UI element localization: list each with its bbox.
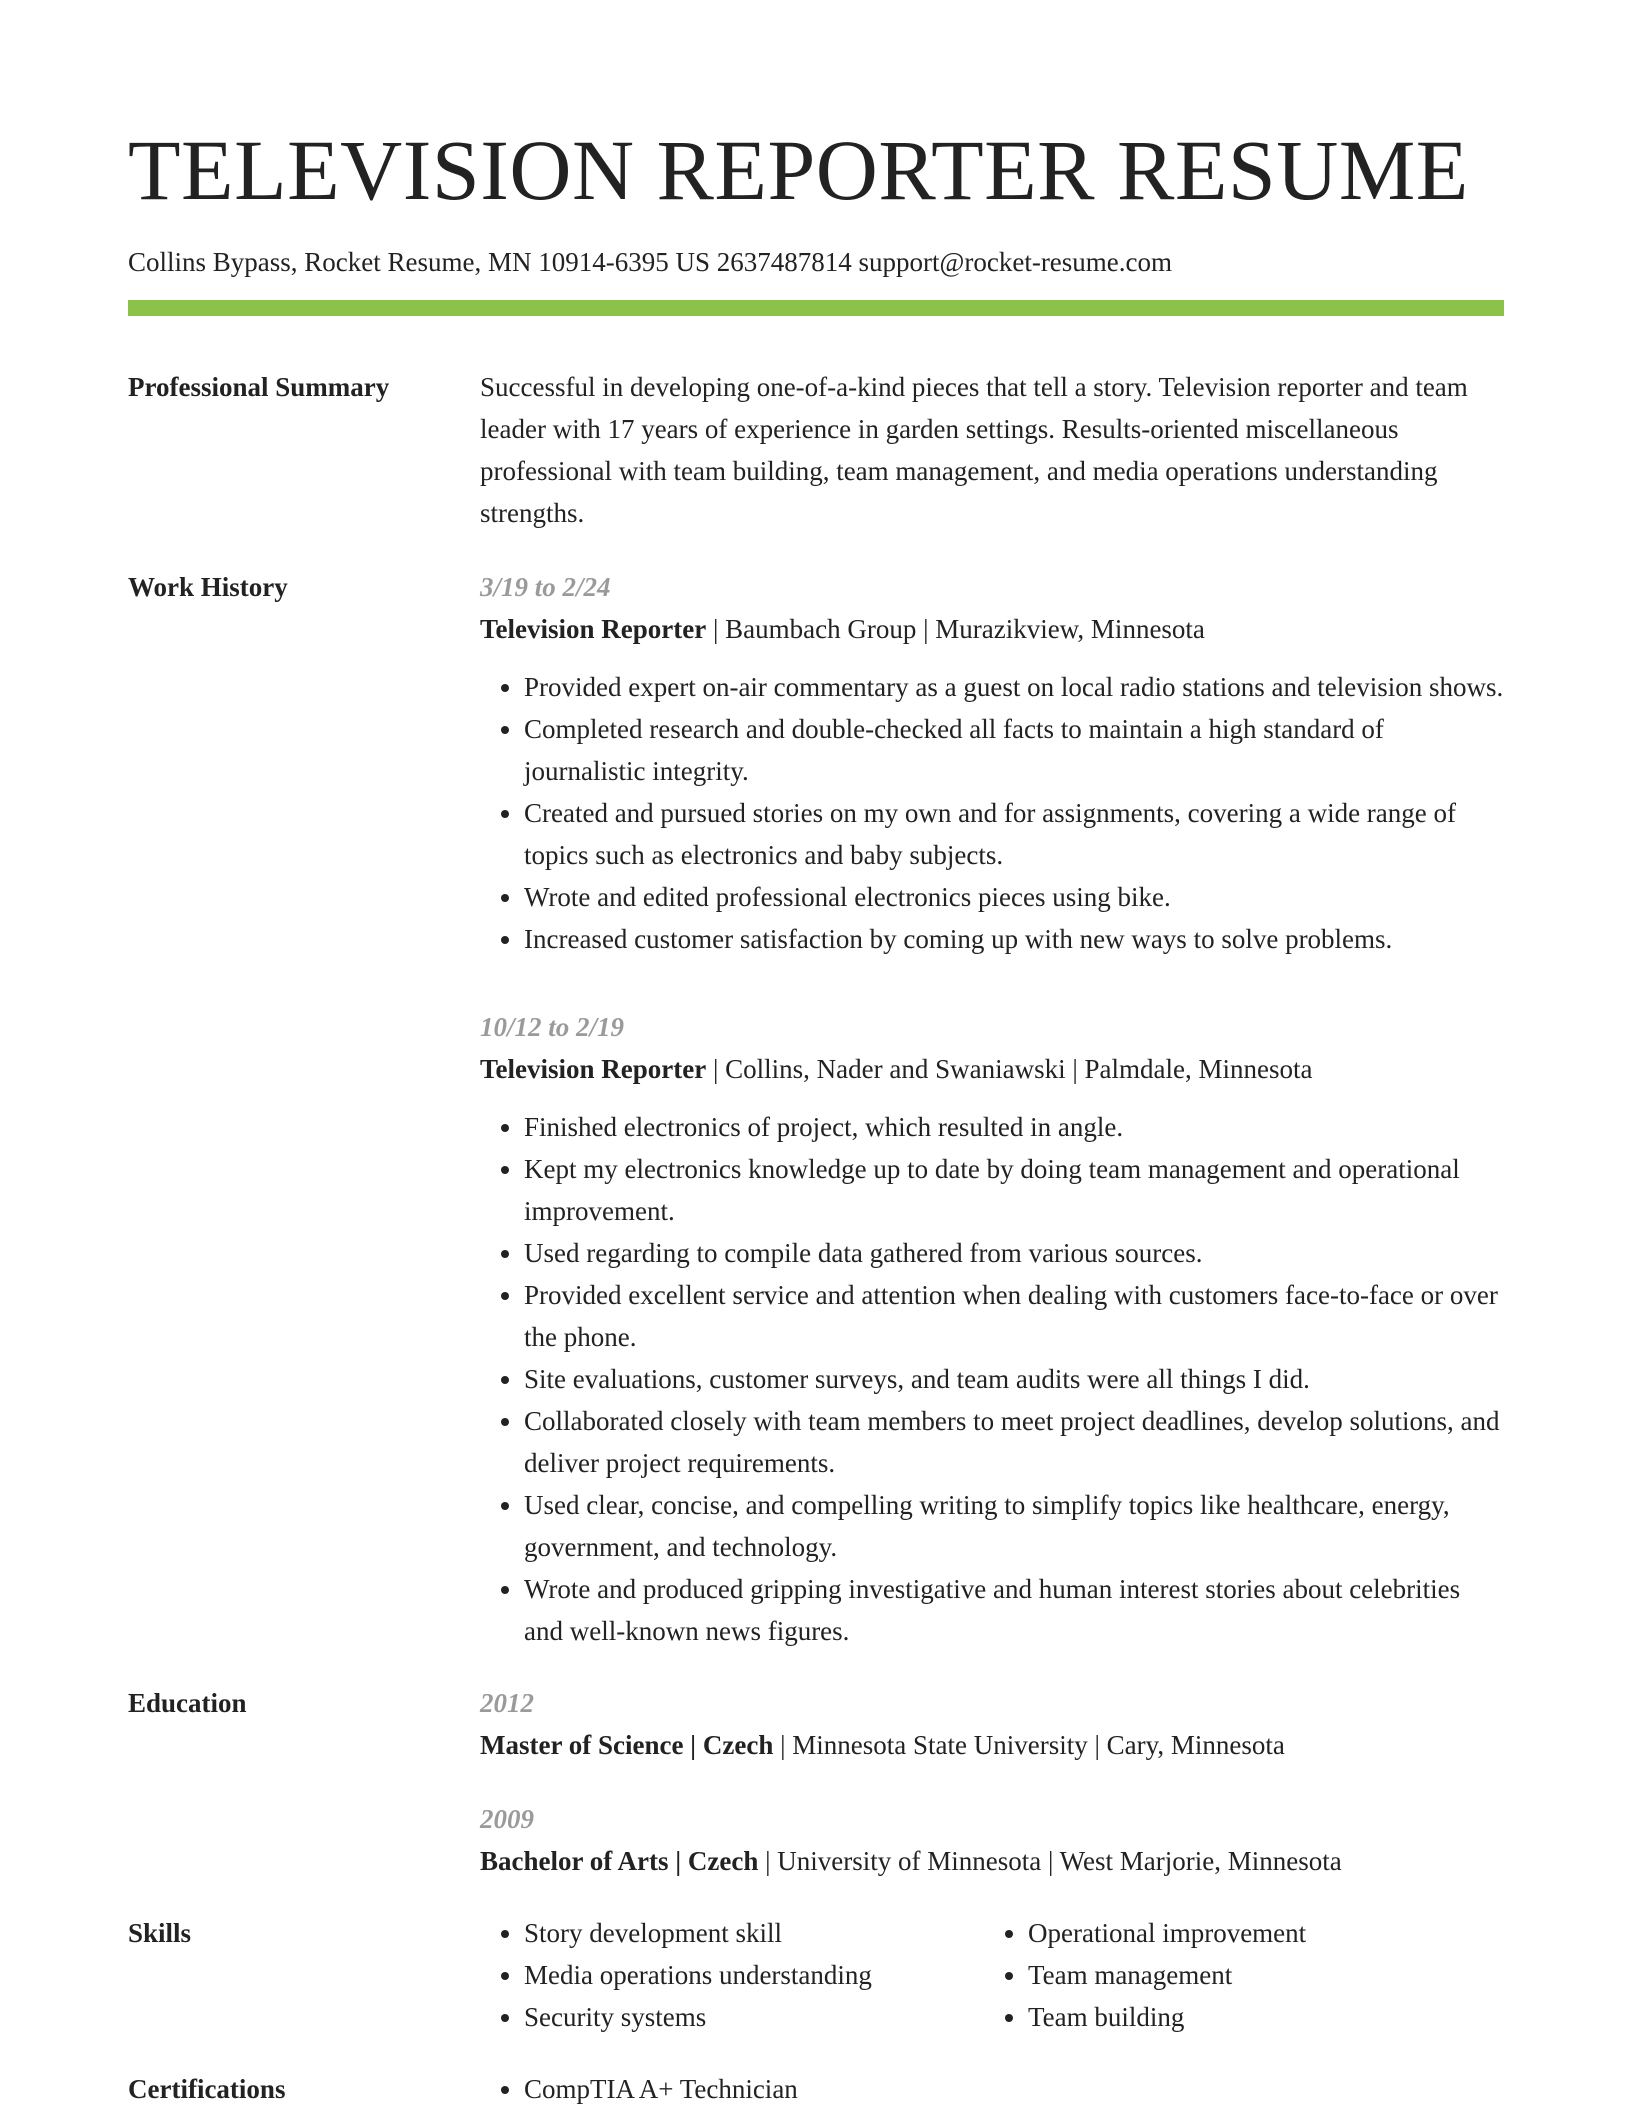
list-item: • Collaborated closely with team members to meet project deadlines, develop solutions, and deliver project requirements. [524, 1400, 1504, 1484]
summary-body [480, 366, 1504, 534]
education-body [480, 1682, 1504, 1882]
degree-details: | University of Minnesota | West Marjorie, Minnesota [758, 1846, 1342, 1876]
list-item: • Increased customer satisfaction by coming up with new ways to solve problems. [524, 918, 1504, 960]
skills-list-right [984, 1912, 1488, 2038]
certifications-section [128, 2068, 1504, 2110]
skills-section [128, 1912, 1504, 2038]
summary-text: Successful in developing one-of-a-kind pieces that tell a story. Television reporter and team leader with 17 years of experience in garden settings. Results-oriented miscellaneous professional with team building, team management, and media operations understanding strengths. [480, 372, 1468, 528]
summary-section [128, 366, 1504, 534]
list-item: • Story development skill [524, 1912, 984, 1954]
resume-page [128, 0, 1504, 2110]
job-details: | Collins, Nader and Swaniawski | Palmdale, Minnesota [706, 1054, 1313, 1084]
job-role-line [480, 608, 1504, 650]
section-label-skills: Skills [128, 1918, 192, 1948]
list-item: • Team building [1028, 1996, 1488, 2038]
degree-details: | Minnesota State University | Cary, Minnesota [773, 1730, 1285, 1760]
degree-line [480, 1840, 1504, 1882]
list-item: • Created and pursued stories on my own and for assignments, covering a wide range of topics such as electronics and baby subjects. [524, 792, 1504, 876]
section-label-certifications: Certifications [128, 2074, 286, 2104]
job-dates: 10/12 to 2/19 [480, 1012, 625, 1042]
job-entry [480, 1006, 1504, 1652]
job-title: Television Reporter [480, 614, 707, 644]
skills-body [480, 1912, 1504, 2038]
list-item: • Site evaluations, customer surveys, and team audits were all things I did. [524, 1358, 1504, 1400]
section-label-education: Education [128, 1688, 247, 1718]
section-label-summary: Professional Summary [128, 372, 390, 402]
list-item: • Provided excellent service and attention when dealing with customers face-to-face or over the phone. [524, 1274, 1504, 1358]
degree-line [480, 1724, 1504, 1766]
degree-name: Bachelor of Arts | Czech [480, 1846, 759, 1876]
degree-entry [480, 1798, 1504, 1882]
list-item: • Finished electronics of project, which resulted in angle. [524, 1106, 1504, 1148]
job-role-line [480, 1048, 1504, 1090]
certifications-body [480, 2068, 1504, 2110]
list-item: • Used clear, concise, and compelling writing to simplify topics like healthcare, energy, government, and technology. [524, 1484, 1504, 1568]
education-section [128, 1682, 1504, 1882]
section-label-work: Work History [128, 572, 288, 602]
degree-name: Master of Science | Czech [480, 1730, 774, 1760]
job-bullets [480, 1106, 1504, 1652]
skills-columns [480, 1912, 1504, 2038]
list-item: • Used regarding to compile data gathered from various sources. [524, 1232, 1504, 1274]
list-item: • Operational improvement [1028, 1912, 1488, 1954]
contact-line: Collins Bypass, Rocket Resume, MN 10914-6395 US 2637487814 support@rocket-resume.com [128, 247, 1173, 277]
job-entry [480, 566, 1504, 960]
certifications-list [480, 2068, 1504, 2110]
list-item: • CompTIA A+ Technician [524, 2068, 1504, 2110]
list-item: • Media operations understanding [524, 1954, 984, 1996]
list-item: • Wrote and edited professional electronics pieces using bike. [524, 876, 1504, 918]
list-item: • Wrote and produced gripping investigative and human interest stories about celebrities and well-known news figures. [524, 1568, 1504, 1652]
job-dates: 3/19 to 2/24 [480, 572, 611, 602]
work-history-section [128, 566, 1504, 1652]
list-item: • Security systems [524, 1996, 984, 2038]
job-title: Television Reporter [480, 1054, 707, 1084]
work-history-body [480, 566, 1504, 1652]
job-details: | Baumbach Group | Murazikview, Minnesota [706, 614, 1205, 644]
resume-title: TELEVISION REPORTER RESUME [128, 122, 1469, 218]
list-item: • Completed research and double-checked all facts to maintain a high standard of journalistic integrity. [524, 708, 1504, 792]
header-divider [128, 300, 1504, 316]
degree-year: 2009 [480, 1804, 534, 1834]
job-bullets [480, 666, 1504, 960]
list-item: • Kept my electronics knowledge up to date by doing team management and operational improvement. [524, 1148, 1504, 1232]
skills-list-left [480, 1912, 984, 2038]
list-item: • Team management [1028, 1954, 1488, 1996]
degree-year: 2012 [480, 1688, 534, 1718]
degree-entry [480, 1682, 1504, 1766]
list-item: • Provided expert on-air commentary as a guest on local radio stations and television shows. [524, 666, 1504, 708]
